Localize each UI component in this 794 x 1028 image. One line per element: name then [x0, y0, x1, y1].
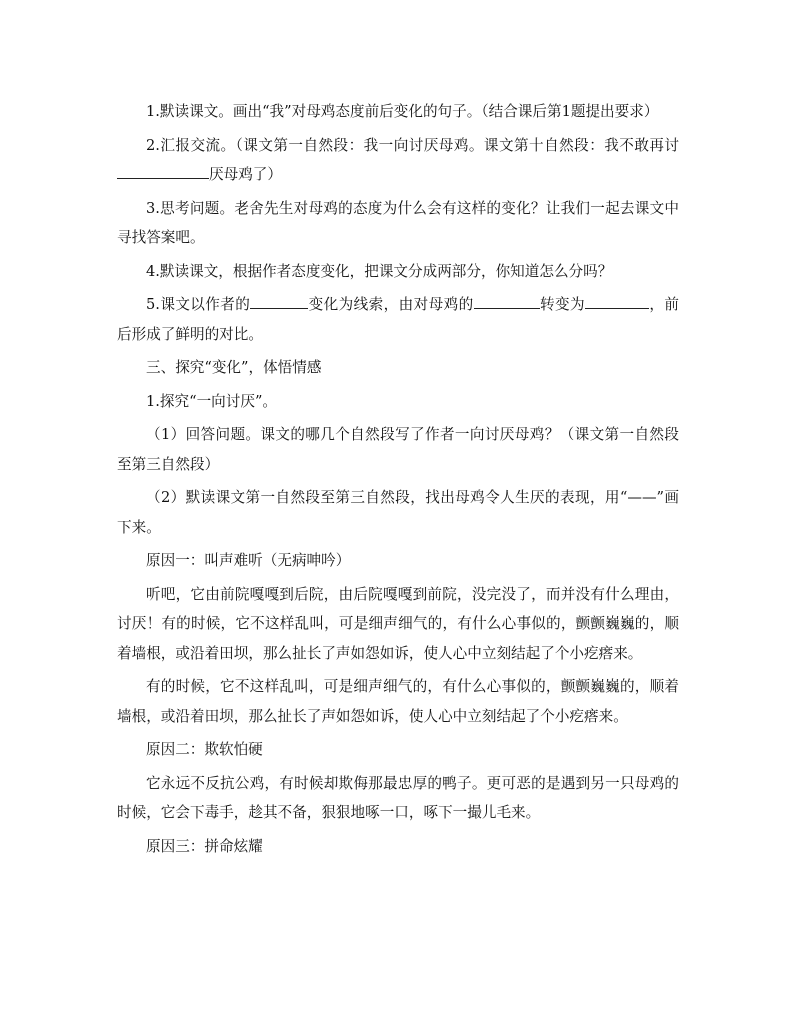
fill-blank-4 [585, 290, 649, 309]
quote-paragraph-3: 它永远不反抗公鸡，有时候却欺侮那最忠厚的鸭子。更可恶的是遇到另一只母鸡的时候，它会下毒手，趁其不备，狠狠地啄一口，啄下一撮儿毛来。 [117, 774, 679, 821]
step-2-line [117, 131, 679, 190]
question-2: （2）默读课文第一自然段至第三自然段，找出母鸡令人生厌的表现，用“——”画下来。 [117, 489, 679, 536]
step-3-line: 3.思考问题。老舍先生对母鸡的态度为什么会有这样的变化？让我们一起去课文中寻找答案吧。 [117, 199, 679, 246]
step-5-line [117, 290, 679, 349]
step-5-text-b: 变化为线索，由对母鸡的 [308, 296, 474, 313]
step-5-text-c: 转变为 [539, 296, 585, 313]
step-2-text-b: 厌母鸡了） [209, 166, 282, 183]
step-1-line: 1.默读课文。画出“我”对母鸡态度前后变化的句子。（结合课后第1题提出要求） [146, 103, 659, 120]
section-3-1-heading: 1.探究“一向讨厌”。 [146, 392, 278, 410]
section-3-heading: 三、探究“变化”，体悟情感 [146, 359, 322, 376]
fill-blank-2 [250, 290, 308, 309]
fill-blank-3 [474, 290, 540, 309]
reason-3-heading: 原因三：拼命炫耀 [146, 837, 263, 855]
step-2-text-a: 2.汇报交流。（课文第一自然段：我一向讨厌母鸡。课文第十自然段：我不敢再讨 [146, 136, 679, 154]
document-page [117, 97, 679, 861]
quote-paragraph-2: 有的时候，它不这样乱叫，可是细声细气的，有什么心事似的，颤颤巍巍的，顺着墙根，或沿着田坝，那么扯长了声如怨如诉，使人心中立刻结起了个小疙瘩来。 [117, 678, 679, 725]
step-4-line: 4.默读课文，根据作者态度变化，把课文分成两部分，你知道怎么分吗？ [146, 262, 613, 280]
question-1: （1）回答问题。课文的哪几个自然段写了作者一向讨厌母鸡？（课文第一自然段至第三自然段） [117, 426, 679, 473]
quote-paragraph-1: 听吧，它由前院嘎嘎到后院，由后院嘎嘎到前院，没完没了，而并没有什么理由，讨厌！有的时候，它不这样乱叫，可是细声细气的，有什么心事似的，颤颤巍巍的，顺着墙根，或沿着田坝，那么扯长了声如怨如诉，使人心中立刻结起了个小疙瘩来。 [117, 585, 679, 662]
reason-1-heading: 原因一：叫声难听（无病呻吟） [146, 552, 351, 569]
fill-blank-1 [117, 160, 209, 179]
step-5-text-a: 5.课文以作者的 [146, 296, 251, 313]
step-5-text-d: ，前后形成了鲜明的对比。 [117, 296, 679, 343]
reason-2-heading: 原因二：欺软怕硬 [146, 741, 263, 758]
